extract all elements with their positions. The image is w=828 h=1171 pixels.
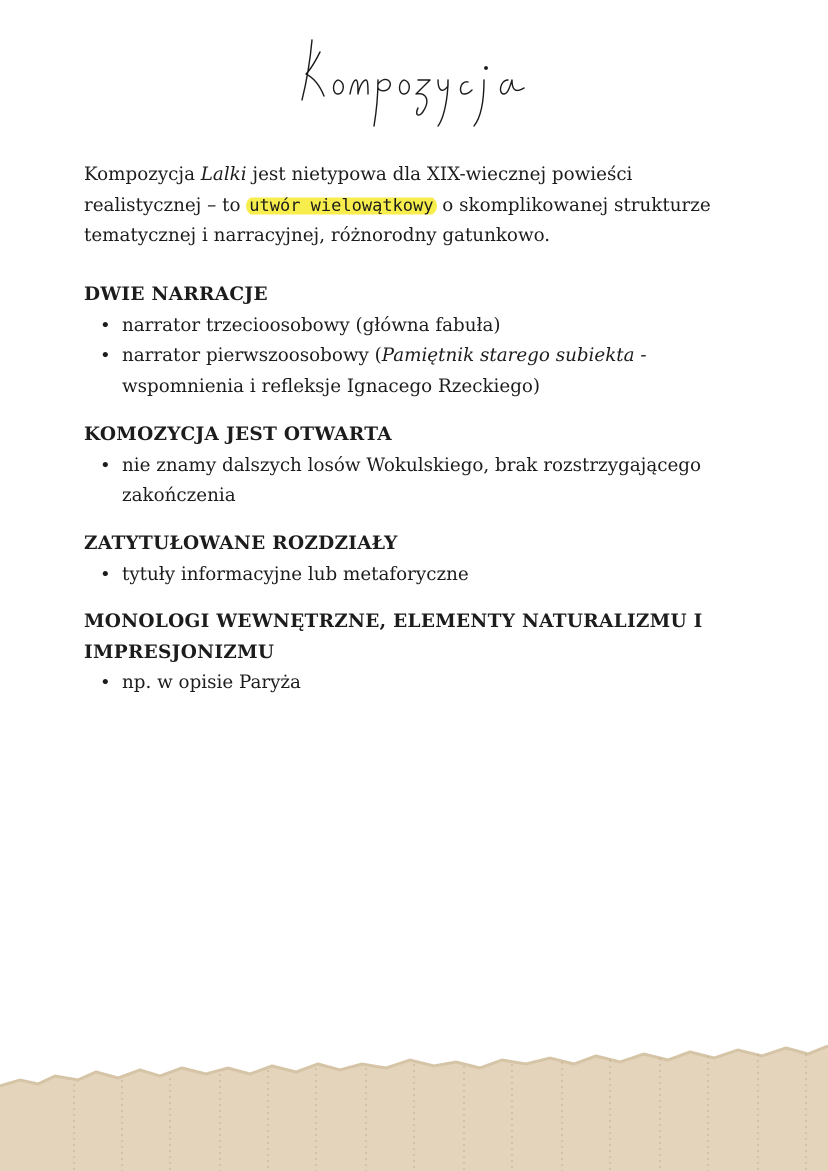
list-item-text: nie znamy dalszych losów Wokulskiego, brak rozstrzygającego zakończenia xyxy=(122,454,702,506)
section-monologi xyxy=(84,607,764,699)
section-heading: KOMOZYCJA JEST OTWARTA xyxy=(84,424,392,445)
list-item-text: narrator trzecioosobowy (główna fabuła) xyxy=(122,314,501,336)
bullet-list xyxy=(84,560,764,591)
list-item-text: np. w opisie Paryża xyxy=(122,672,301,693)
list-item xyxy=(100,341,764,402)
list-item-italic-title: Pamiętnik starego subiekta xyxy=(381,345,635,366)
highlighted-phrase: utwór wielowątkowy xyxy=(246,196,436,216)
section-heading: ZATYTUŁOWANE ROZDZIAŁY xyxy=(84,533,398,554)
section-heading: MONOLOGI WEWNĘTRZNE, ELEMENTY NATURALIZMU I IMPRESJONIZMU xyxy=(84,611,703,663)
bullet-icon: • xyxy=(100,454,111,476)
bullet-icon: • xyxy=(100,314,111,336)
section-dwie-narracje xyxy=(84,280,764,402)
bullet-list xyxy=(84,311,764,403)
list-item-text: narrator pierwszoosobowy ( xyxy=(122,345,382,366)
bullet-list xyxy=(84,451,764,512)
list-item xyxy=(100,668,764,699)
list-item xyxy=(100,311,764,342)
list-item-text: - wspomnienia i refleksje Ignacego Rzeckiego) xyxy=(122,345,647,397)
bullet-list xyxy=(84,668,764,699)
list-item xyxy=(100,451,764,512)
section-heading: DWIE NARRACJE xyxy=(84,284,268,305)
torn-paper-decoration xyxy=(0,1040,828,1171)
list-item xyxy=(100,560,764,591)
section-kompozycja-otwarta xyxy=(84,420,764,512)
list-item-text: tytuły informacyjne lub metaforyczne xyxy=(122,563,469,585)
intro-paragraph xyxy=(84,160,754,252)
intro-italic-title: Lalki xyxy=(200,164,247,185)
intro-text-1: Kompozycja xyxy=(84,164,201,185)
title-script-logo xyxy=(280,22,550,132)
section-zatytulowane-rozdzialy xyxy=(84,529,764,590)
bullet-icon: • xyxy=(100,672,111,693)
bullet-icon: • xyxy=(100,563,111,585)
intro-text-3: o skomplikowanej strukturze tematycznej i narracyjnej, różnorodny gatunkowo. xyxy=(84,194,711,246)
intro-text-2: jest nietypowa dla XIX-wiecznej powieści realistycznej – to xyxy=(84,164,633,216)
bullet-icon: • xyxy=(100,345,111,366)
